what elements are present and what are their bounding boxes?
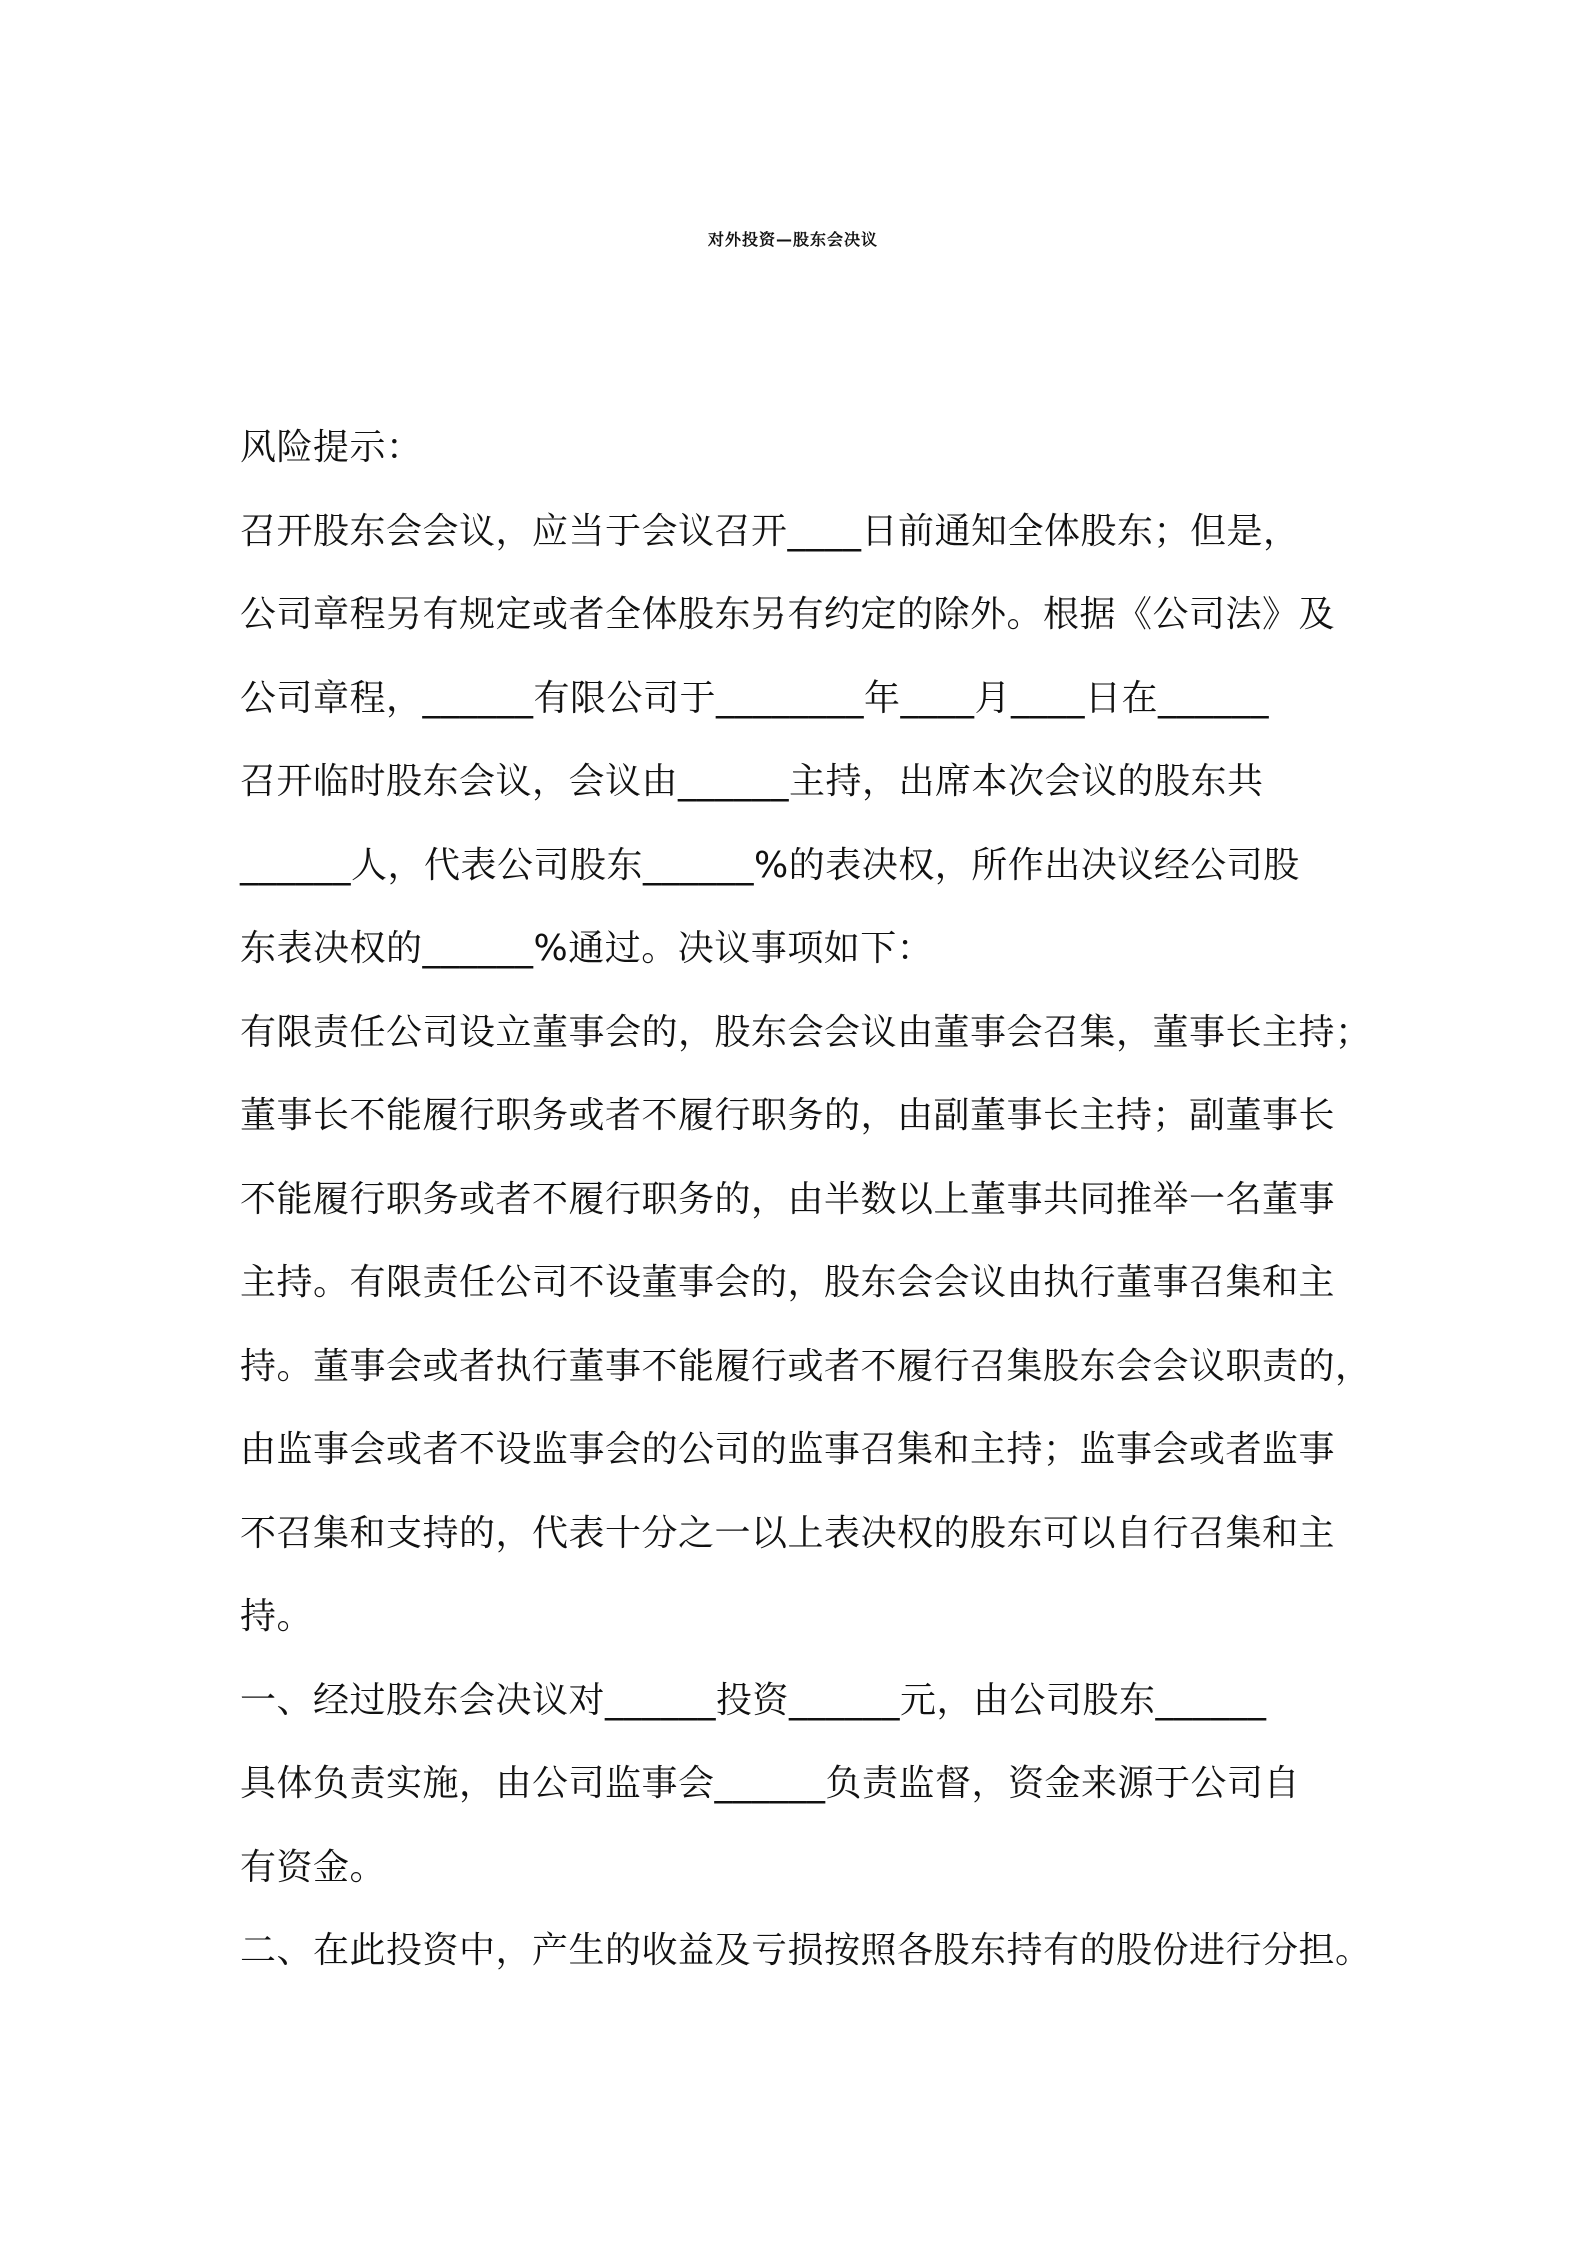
body-line: 由监事会或者不设监事会的公司的监事召集和主持；监事会或者监事 bbox=[240, 1429, 1336, 1470]
body-line: 持。董事会或者执行董事不能履行或者不履行召集股东会会议职责的， bbox=[240, 1345, 1372, 1387]
body-line: 东表决权的______%通过。决议事项如下： bbox=[240, 928, 934, 969]
resolution-item-2: 二、在此投资中，产生的收益及亏损按照各股东持有的股份进行分担。 bbox=[240, 1930, 1372, 1971]
body-line: 具体负责实施，由公司监事会______负责监督，资金来源于公司自 bbox=[240, 1763, 1301, 1804]
body-line: 公司章程另有规定或者全体股东另有约定的除外。根据《公司法》及 bbox=[240, 594, 1336, 635]
body-line: 主持。有限责任公司不设董事会的，股东会会议由执行董事召集和主 bbox=[240, 1262, 1336, 1303]
document-body bbox=[240, 406, 1400, 1993]
body-line: 召开临时股东会议，会议由______主持，出席本次会议的股东共 bbox=[240, 761, 1264, 802]
resolution-item-1: 一、经过股东会决议对______投资______元，由公司股东______ bbox=[240, 1679, 1267, 1721]
body-line: 不召集和支持的，代表十分之一以上表决权的股东可以自行召集和主 bbox=[240, 1512, 1336, 1554]
body-line: 公司章程，______有限公司于________年____月____日在______ bbox=[240, 677, 1270, 719]
body-line: 有资金。 bbox=[240, 1846, 387, 1888]
body-line: 有限责任公司设立董事会的，股东会会议由董事会召集，董事长主持； bbox=[240, 1011, 1372, 1053]
body-line: 召开股东会会议，应当于会议召开____日前通知全体股东；但是， bbox=[240, 510, 1300, 552]
risk-notice-heading: 风险提示： bbox=[240, 427, 423, 468]
body-line: 不能履行职务或者不履行职务的，由半数以上董事共同推举一名董事 bbox=[240, 1178, 1336, 1220]
body-line: 持。 bbox=[240, 1596, 314, 1637]
document-title: 对外投资—股东会决议 bbox=[707, 230, 878, 249]
body-line: 董事长不能履行职务或者不履行职务的，由副董事长主持；副董事长 bbox=[240, 1095, 1336, 1136]
body-line: ______人，代表公司股东______%的表决权，所作出决议经公司股 bbox=[240, 844, 1300, 886]
